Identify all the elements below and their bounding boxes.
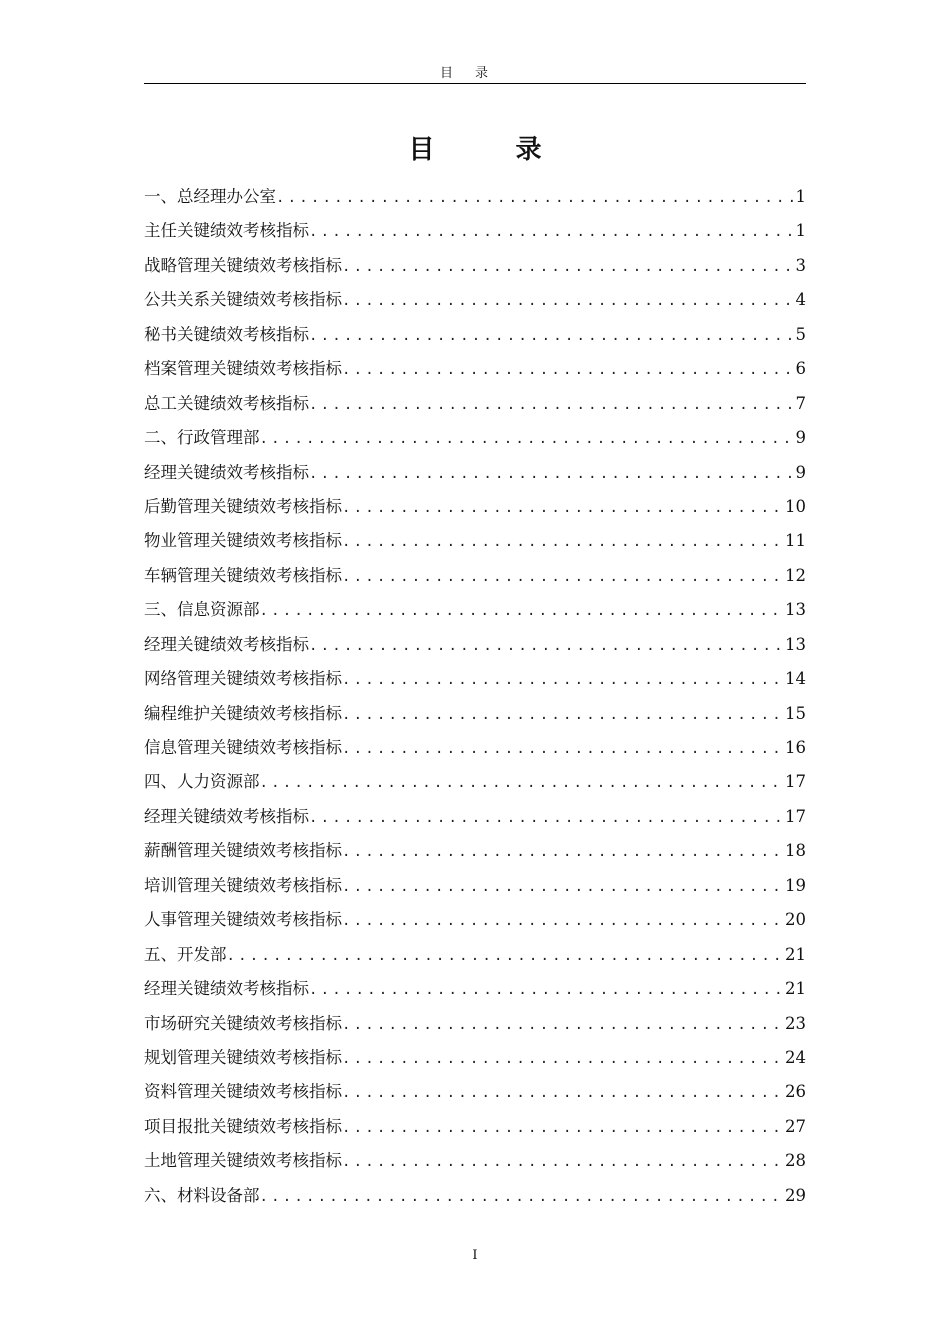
toc-leader-dots	[276, 181, 794, 215]
toc-leader-dots	[309, 629, 783, 663]
toc-entry[interactable]	[144, 559, 806, 593]
toc-entry-page: 5	[795, 324, 806, 344]
toc-entry[interactable]	[144, 1144, 806, 1178]
toc-leader-dots	[342, 904, 783, 938]
toc-entry-label: 薪酬管理关键绩效考核指标	[144, 841, 342, 861]
table-of-contents	[144, 180, 806, 1213]
toc-entry-label: 规划管理关键绩效考核指标	[144, 1047, 342, 1067]
toc-entry-page: 3	[795, 255, 806, 275]
toc-entry-page: 14	[785, 669, 806, 689]
toc-entry[interactable]	[144, 628, 806, 662]
toc-leader-dots	[342, 560, 783, 594]
toc-entry-label: 四、人力资源部	[144, 772, 260, 792]
toc-entry[interactable]	[144, 490, 806, 524]
toc-entry-page: 19	[785, 875, 806, 895]
toc-entry-label: 培训管理关键绩效考核指标	[144, 875, 342, 895]
toc-entry-label: 一、总经理办公室	[144, 187, 276, 206]
toc-leader-dots	[342, 1042, 783, 1076]
toc-leader-dots	[342, 284, 794, 318]
toc-leader-dots	[260, 594, 784, 628]
toc-entry[interactable]	[144, 834, 806, 868]
toc-entry[interactable]	[144, 421, 806, 455]
toc-title: 目 录	[408, 135, 578, 165]
toc-leader-dots	[260, 422, 794, 456]
toc-leader-dots	[309, 457, 794, 491]
toc-entry-label: 六、材料设备部	[144, 1185, 260, 1205]
toc-entry-page: 13	[785, 634, 806, 654]
toc-entry[interactable]	[144, 214, 806, 248]
toc-entry-page: 12	[785, 565, 806, 585]
toc-entry-page: 17	[785, 806, 806, 826]
toc-leader-dots	[309, 388, 794, 422]
toc-entry[interactable]	[144, 1041, 806, 1075]
toc-entry[interactable]	[144, 456, 806, 490]
toc-entry[interactable]	[144, 765, 806, 799]
toc-entry-page: 27	[785, 1116, 806, 1136]
toc-entry[interactable]	[144, 972, 806, 1006]
toc-entry-label: 车辆管理关键绩效考核指标	[144, 565, 342, 585]
toc-entry-label: 总工关键绩效考核指标	[144, 393, 309, 413]
toc-entry-page: 1	[795, 221, 806, 241]
toc-entry[interactable]	[144, 903, 806, 937]
toc-entry-page: 15	[785, 703, 806, 723]
toc-entry-label: 人事管理关键绩效考核指标	[144, 910, 342, 930]
toc-leader-dots	[342, 1145, 783, 1179]
toc-entry-page: 24	[785, 1047, 806, 1067]
running-header: 目录	[439, 66, 510, 81]
toc-entry-page: 10	[785, 496, 806, 516]
toc-leader-dots	[342, 732, 783, 766]
toc-leader-dots	[260, 766, 784, 800]
toc-entry[interactable]	[144, 1179, 806, 1213]
toc-entry[interactable]	[144, 938, 806, 972]
toc-entry-page: 4	[795, 290, 806, 310]
toc-entry-page: 11	[785, 531, 806, 551]
toc-leader-dots	[342, 491, 783, 525]
toc-entry-label: 物业管理关键绩效考核指标	[144, 531, 342, 551]
toc-entry-label: 后勤管理关键绩效考核指标	[144, 496, 342, 516]
toc-entry[interactable]	[144, 1110, 806, 1144]
toc-entry[interactable]	[144, 352, 806, 386]
toc-leader-dots	[342, 698, 783, 732]
toc-entry-page: 9	[795, 462, 806, 482]
toc-leader-dots	[227, 939, 784, 973]
toc-entry-label: 主任关键绩效考核指标	[144, 221, 309, 241]
toc-leader-dots	[342, 250, 794, 284]
toc-entry[interactable]	[144, 869, 806, 903]
footer-page-number: I	[472, 1248, 478, 1263]
toc-entry[interactable]	[144, 387, 806, 421]
toc-entry-label: 项目报批关键绩效考核指标	[144, 1116, 342, 1136]
toc-entry[interactable]	[144, 800, 806, 834]
toc-entry-label: 资料管理关键绩效考核指标	[144, 1082, 342, 1102]
toc-entry-page: 7	[795, 393, 806, 413]
toc-entry-label: 经理关键绩效考核指标	[144, 979, 309, 999]
toc-leader-dots	[342, 663, 783, 697]
toc-entry[interactable]	[144, 662, 806, 696]
toc-entry-label: 五、开发部	[144, 944, 227, 964]
toc-entry-page: 17	[785, 772, 806, 792]
toc-leader-dots	[309, 215, 794, 249]
toc-entry[interactable]	[144, 249, 806, 283]
toc-entry-label: 战略管理关键绩效考核指标	[144, 255, 342, 275]
toc-leader-dots	[342, 1111, 783, 1145]
toc-entry-page: 6	[795, 359, 806, 379]
toc-leader-dots	[342, 525, 783, 559]
toc-entry-label: 经理关键绩效考核指标	[144, 462, 309, 482]
toc-entry[interactable]	[144, 180, 806, 214]
toc-leader-dots	[342, 1008, 783, 1042]
toc-entry-page: 1	[795, 187, 806, 206]
toc-entry-page: 26	[785, 1082, 806, 1102]
toc-entry-page: 21	[785, 944, 806, 964]
toc-entry-page: 21	[785, 979, 806, 999]
toc-leader-dots	[309, 319, 794, 353]
toc-entry-label: 三、信息资源部	[144, 600, 260, 620]
toc-entry-label: 网络管理关键绩效考核指标	[144, 669, 342, 689]
toc-leader-dots	[260, 1180, 784, 1214]
toc-entry-page: 20	[785, 910, 806, 930]
toc-leader-dots	[342, 870, 783, 904]
toc-entry-page: 16	[785, 738, 806, 757]
toc-entry[interactable]	[144, 1075, 806, 1109]
toc-entry-page: 29	[785, 1185, 806, 1205]
toc-entry[interactable]	[144, 731, 806, 765]
toc-leader-dots	[309, 801, 783, 835]
toc-entry-label: 信息管理关键绩效考核指标	[144, 738, 342, 757]
toc-entry-label: 市场研究关键绩效考核指标	[144, 1013, 342, 1033]
toc-entry[interactable]	[144, 697, 806, 731]
toc-entry-page: 28	[785, 1151, 806, 1171]
toc-leader-dots	[342, 353, 794, 387]
toc-entry-label: 秘书关键绩效考核指标	[144, 324, 309, 344]
toc-entry-page: 9	[795, 428, 806, 448]
toc-entry-label: 档案管理关键绩效考核指标	[144, 359, 342, 379]
toc-entry[interactable]	[144, 283, 806, 317]
toc-entry-label: 经理关键绩效考核指标	[144, 634, 309, 654]
toc-entry-label: 经理关键绩效考核指标	[144, 806, 309, 826]
toc-entry[interactable]	[144, 1007, 806, 1041]
header-rule	[144, 83, 806, 84]
toc-leader-dots	[342, 1076, 783, 1110]
toc-entry[interactable]	[144, 593, 806, 627]
toc-entry-label: 编程维护关键绩效考核指标	[144, 703, 342, 723]
toc-leader-dots	[309, 973, 783, 1007]
toc-entry-label: 二、行政管理部	[144, 428, 260, 448]
toc-entry-page: 13	[785, 600, 806, 620]
toc-entry-label: 公共关系关键绩效考核指标	[144, 290, 342, 310]
toc-leader-dots	[342, 835, 783, 869]
toc-entry-page: 23	[785, 1013, 806, 1033]
toc-entry[interactable]	[144, 318, 806, 352]
toc-entry-page: 18	[785, 841, 806, 861]
toc-entry-label: 土地管理关键绩效考核指标	[144, 1151, 342, 1171]
toc-entry[interactable]	[144, 524, 806, 558]
